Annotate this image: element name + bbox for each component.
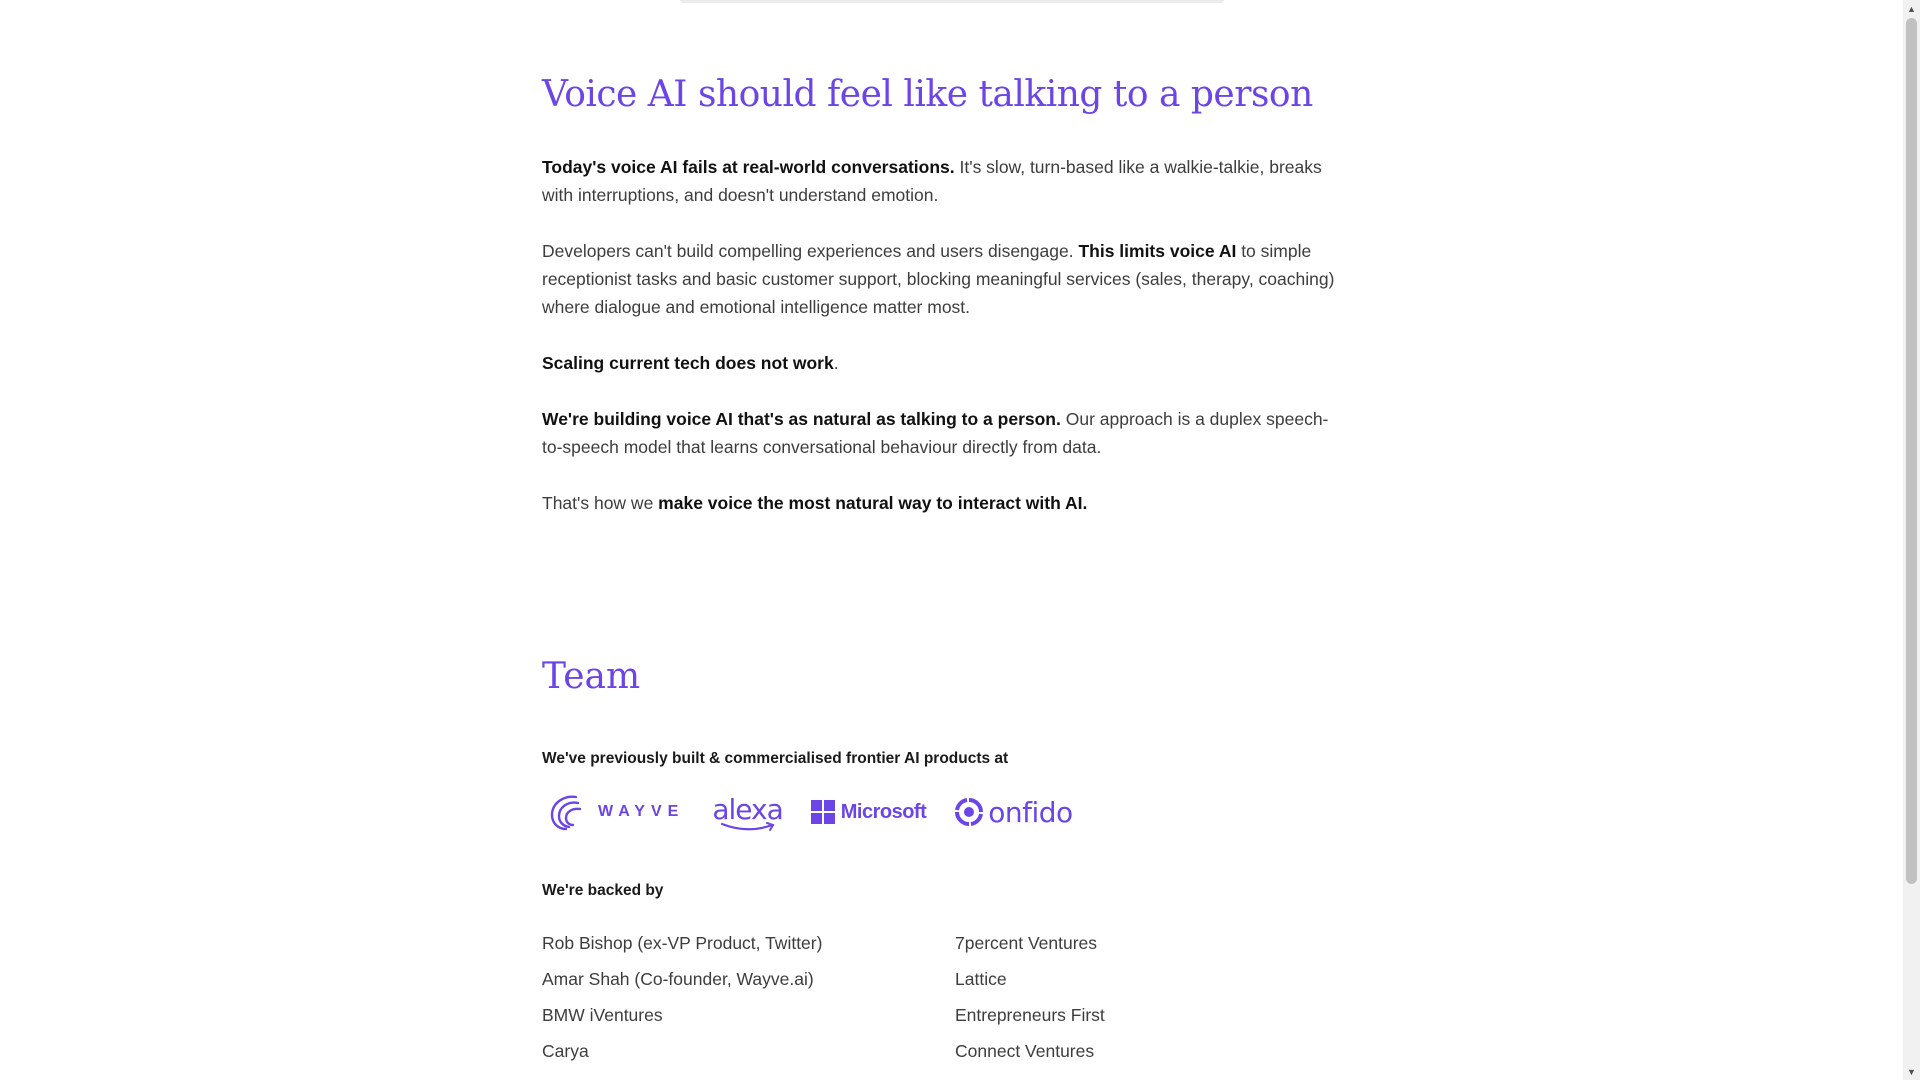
top-divider	[680, 0, 1224, 3]
wayve-logo-icon	[546, 791, 588, 833]
microsoft-logo	[811, 800, 927, 824]
list-item: Rob Bishop (ex-VP Product, Twitter)	[542, 933, 823, 953]
company-logos	[546, 790, 1101, 834]
mission-paragraph-4	[542, 405, 1342, 461]
alexa-logo-icon	[718, 822, 778, 832]
alexa-logo	[712, 793, 782, 832]
mission-p3-bold: Scaling current tech does not work	[542, 353, 834, 373]
team-heading: Team	[542, 656, 641, 697]
onfido-logo	[954, 796, 1072, 829]
list-item: Connect Ventures	[955, 1041, 1095, 1061]
list-item: BMW iVentures	[542, 1005, 663, 1025]
mission-p2-text: to simple receptionist tasks and basic customer support, blocking meaningful services (sales, therapy, coaching) where dialogue and emotional intelligence matter most.	[542, 241, 1335, 317]
backed-by-label: We're backed by	[542, 882, 664, 899]
mission-heading: Voice AI should feel like talking to a person	[542, 74, 1313, 115]
mission-p1-text: It's slow, turn-based like a walkie-talkie, breaks with interruptions, and doesn't understand emotion.	[542, 157, 1322, 205]
backers-list	[542, 925, 1342, 1069]
chevron-down-icon[interactable]: ▼	[1907, 1066, 1916, 1077]
list-item: Lattice	[955, 969, 1007, 989]
microsoft-wordmark: Microsoft	[840, 800, 927, 823]
mission-p2-bold: This limits voice AI	[1078, 241, 1237, 261]
mission-p5-start: That's how we	[542, 493, 659, 513]
list-item: Carya	[542, 1041, 589, 1061]
list-item: Amar Shah (Co-founder, Wayve.ai)	[542, 969, 814, 989]
mission-paragraph-5	[542, 489, 1342, 517]
mission-p3-text: .	[833, 353, 839, 373]
mission-p1-bold: Today's voice AI fails at real-world conversations.	[542, 157, 955, 177]
onfido-wordmark: onfido	[988, 795, 1073, 829]
built-at-label: We've previously built & commercialised frontier AI products at	[542, 750, 1009, 767]
mission-paragraph-3	[542, 349, 1342, 377]
chevron-up-icon[interactable]: ▲	[1907, 3, 1916, 14]
alexa-wordmark: alexa	[712, 792, 783, 826]
mission-p2-start: Developers can't build compelling experiences and users disengage.	[542, 241, 1079, 261]
wayve-wordmark: WAYVE	[598, 803, 685, 820]
list-item: Entrepreneurs First	[955, 1005, 1105, 1025]
vertical-scrollbar[interactable]	[1903, 0, 1920, 1080]
mission-p4-bold: We're building voice AI that's as natural as talking to a person.	[542, 409, 1061, 429]
scrollbar-thumb[interactable]	[1906, 18, 1917, 884]
microsoft-logo-icon	[811, 800, 835, 824]
list-item: 7percent Ventures	[955, 933, 1098, 953]
mission-paragraph-2	[542, 237, 1342, 321]
mission-p5-bold: make voice the most natural way to interact with AI.	[658, 493, 1088, 513]
mission-paragraph-1	[542, 153, 1342, 209]
wayve-logo	[546, 791, 684, 833]
onfido-logo-icon	[954, 797, 984, 827]
mission-p4-text: Our approach is a duplex speech-to-speech model that learns conversational behaviour directly from data.	[542, 409, 1329, 457]
